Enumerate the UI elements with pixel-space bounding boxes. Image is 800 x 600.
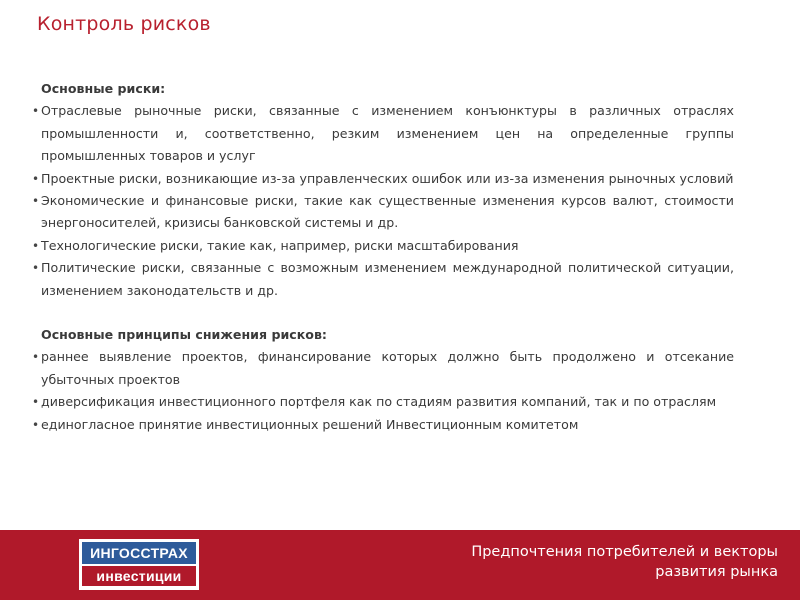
section-spacer: [32, 302, 734, 324]
list-item: [32, 168, 734, 190]
list-item: [32, 391, 734, 413]
bullet-icon: •: [32, 395, 40, 410]
bullet-icon: •: [32, 350, 40, 365]
logo-bottom-text: инвестиции: [82, 566, 196, 586]
bullet-icon: •: [32, 104, 40, 119]
footer-bar: [0, 530, 800, 600]
list-item: [32, 414, 734, 436]
list-item: [32, 235, 734, 257]
risk-item-text: Технологические риски, такие как, например, риски масштабирования: [41, 237, 519, 253]
bullet-icon: •: [32, 171, 40, 186]
principle-item-text: раннее выявление проектов, финансирование которых должно быть продолжено и отсекание убыточных проектов: [41, 349, 734, 387]
risk-item-text: Проектные риски, возникающие из-за управленческих ошибок или из-за изменения рыночных условий: [41, 170, 734, 186]
logo-top-text: ИНГОССТРАХ: [82, 542, 196, 564]
slide-content: [32, 78, 734, 436]
list-item: [32, 190, 734, 235]
principles-heading: Основные принципы снижения рисков:: [41, 327, 327, 343]
list-item: [32, 257, 734, 302]
list-item: [32, 346, 734, 391]
risk-item-text: Экономические и финансовые риски, такие как существенные изменения курсов валют, стоимости энергоносителей, кризисы банковской системы и др.: [41, 193, 734, 231]
principle-item-text: диверсификация инвестиционного портфеля как по стадиям развития компаний, так и по отраслям: [41, 394, 717, 410]
slide-title: Контроль рисков: [37, 13, 211, 35]
risk-item-text: Отраслевые рыночные риски, связанные с изменением конъюнктуры в различных отраслях промышленности и, соответственно, резким изменением цен на определенные группы промышленных товаров и услуг: [41, 103, 734, 164]
footer-caption: [418, 542, 778, 582]
principle-item-text: единогласное принятие инвестиционных решений Инвестиционным комитетом: [41, 416, 579, 432]
bullet-icon: •: [32, 417, 40, 432]
risks-heading: Основные риски:: [41, 81, 166, 96]
ingosstrakh-logo: [79, 539, 199, 590]
bullet-icon: •: [32, 238, 40, 253]
bullet-icon: •: [32, 194, 40, 209]
list-item: [32, 100, 734, 167]
footer-caption-line2: развития рынка: [655, 564, 778, 580]
bullet-icon: •: [32, 261, 40, 276]
footer-caption-line1: Предпочтения потребителей и векторы: [471, 544, 778, 560]
risk-item-text: Политические риски, связанные с возможным изменением международной политической ситуации, изменением законодательств и др.: [41, 260, 734, 298]
